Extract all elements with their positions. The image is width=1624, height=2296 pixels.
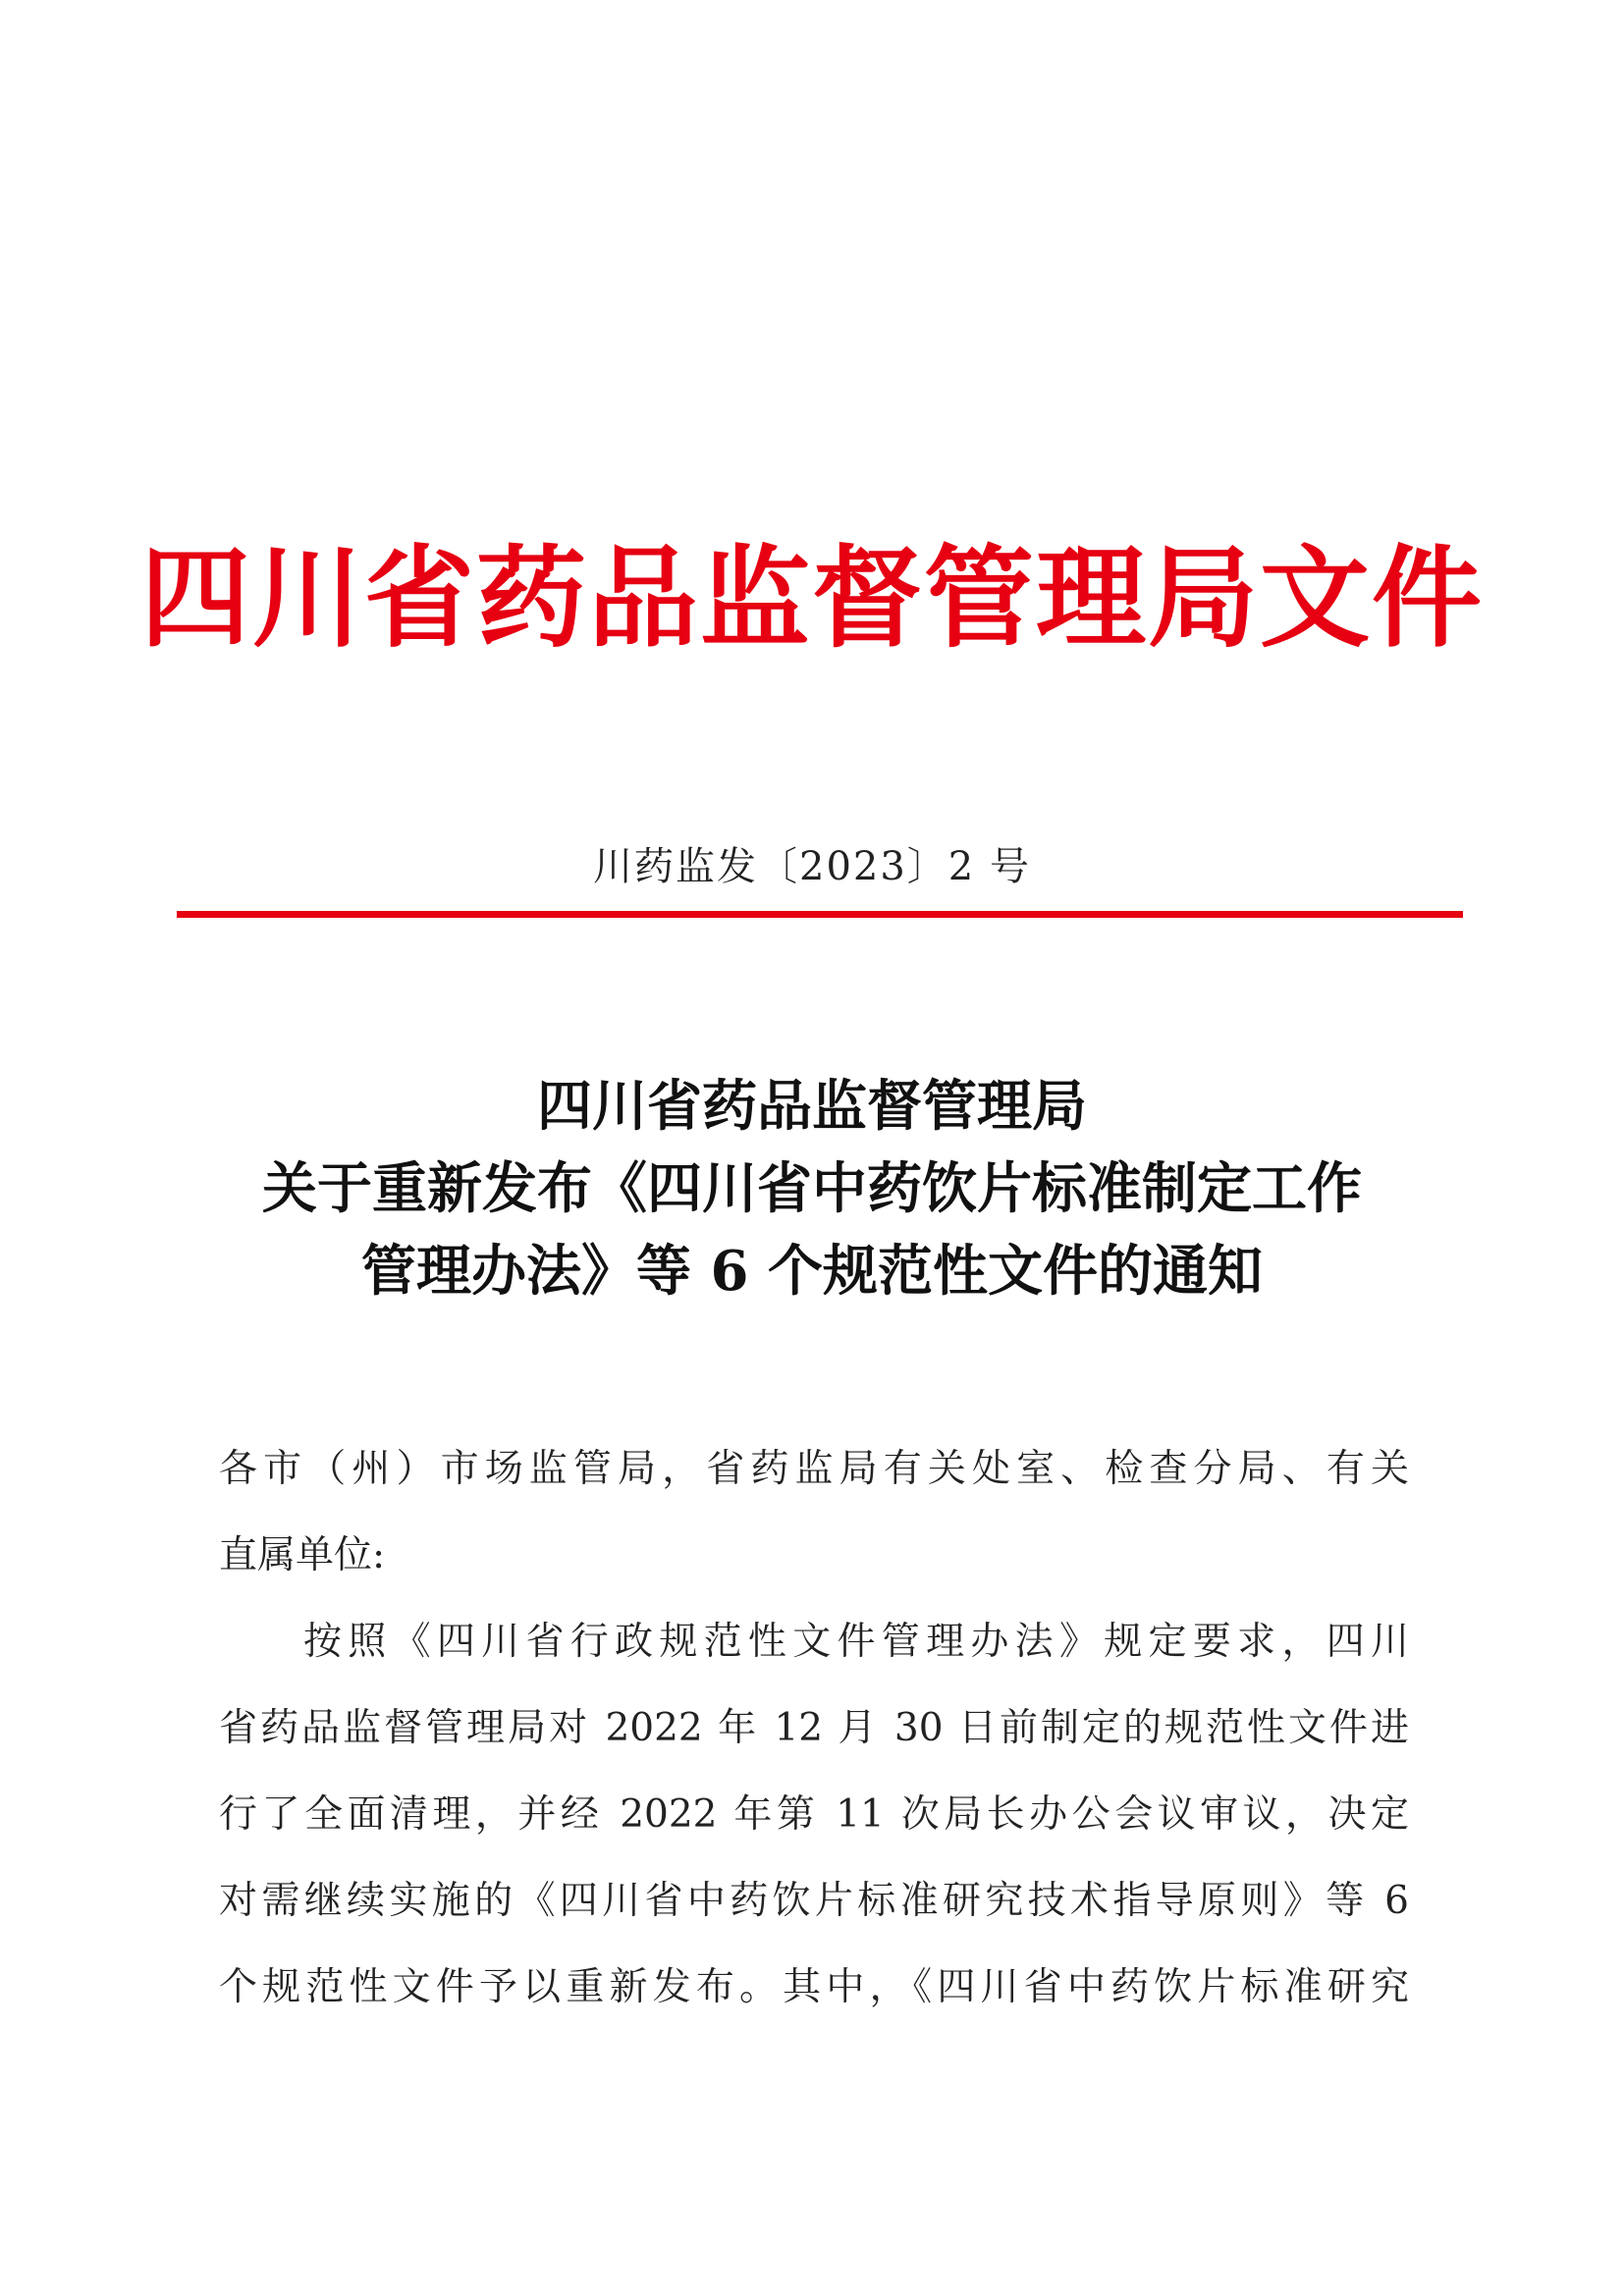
notice-body (219, 1426, 1409, 2031)
paragraph-line-4: 对需继续实施的《四川省中药饮片标准研究技术指导原则》等 6 (219, 1879, 1409, 1923)
paragraph-line-1: 按照《四川省行政规范性文件管理办法》规定要求，四川 (303, 1620, 1409, 1664)
notice-title (0, 1065, 1624, 1312)
red-divider-line (177, 911, 1463, 918)
paragraph-line-2: 省药品监督管理局对 2022 年 12 月 30 日前制定的规范性文件进 (219, 1706, 1409, 1750)
red-masthead-title: 四川省药品监督管理局文件 (140, 535, 1484, 663)
document-number: 川药监发〔2023〕2 号 (593, 844, 1031, 889)
title-line-3: 管理办法》等 6 个规范性文件的通知 (361, 1239, 1263, 1304)
paragraph-line-5: 个规范性文件予以重新发布。其中，《四川省中药饮片标准研究 (219, 1965, 1409, 2009)
title-line-2: 关于重新发布《四川省中药饮片标准制定工作 (262, 1156, 1362, 1221)
paragraph-line-3: 行了全面清理，并经 2022 年第 11 次局长办公会议审议，决定 (219, 1792, 1409, 1837)
salutation-line-1: 各市（州）市场监管局，省药监局有关处室、检查分局、有关 (219, 1447, 1409, 1491)
title-line-1: 四川省药品监督管理局 (537, 1074, 1087, 1139)
salutation-line-2: 直属单位: (219, 1533, 386, 1577)
